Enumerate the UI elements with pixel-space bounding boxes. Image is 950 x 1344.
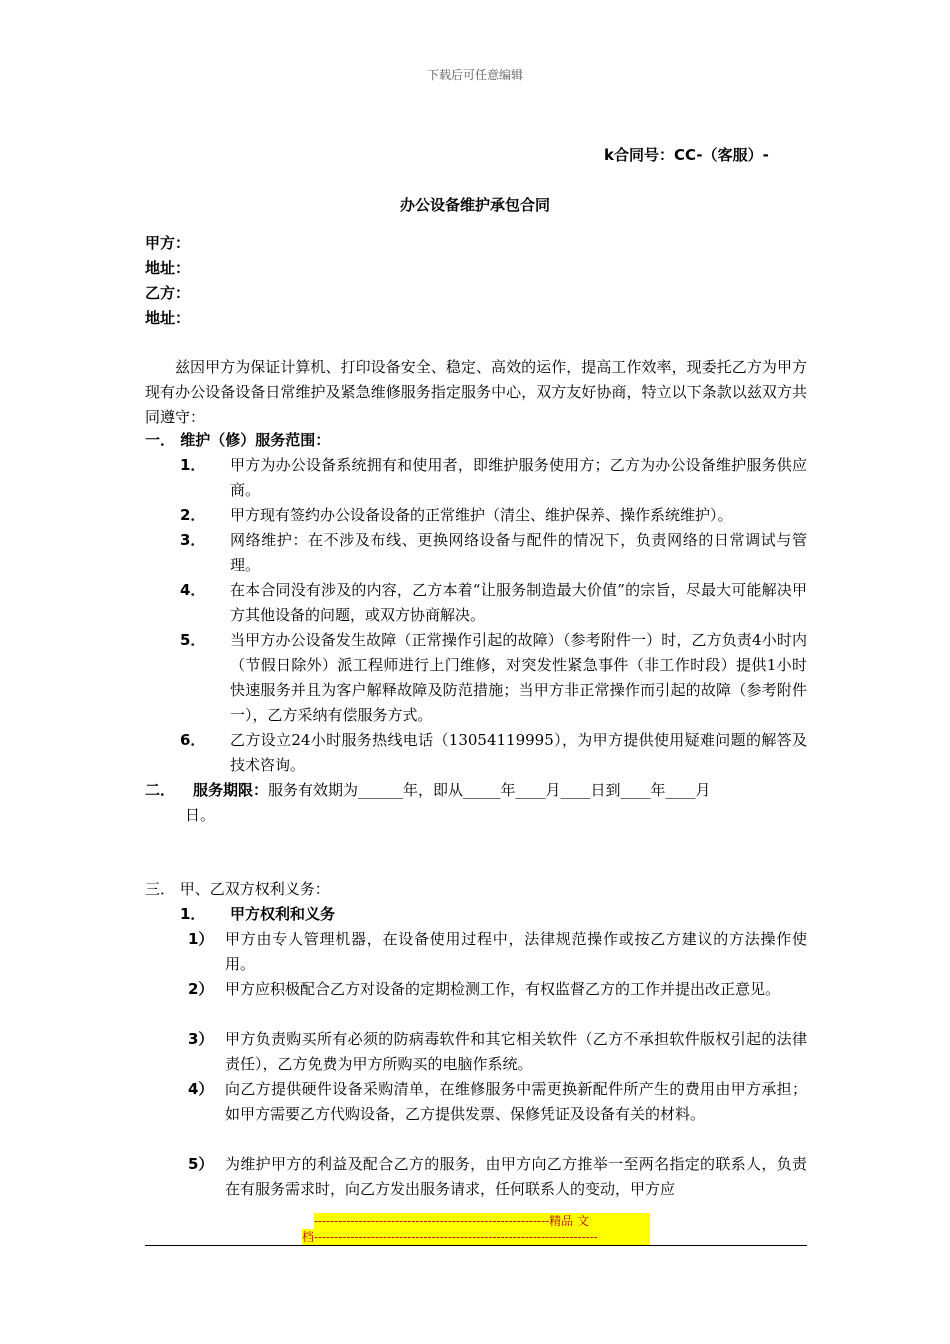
contract-title: 办公设备维护承包合同 [399, 196, 550, 214]
party-a-label: 甲方： [145, 234, 191, 252]
footer-watermark [302, 1213, 650, 1245]
list-item-number: 5） [188, 1155, 214, 1173]
footer-divider [145, 1245, 807, 1246]
list-item-number: 3） [188, 1030, 214, 1048]
list-item: 向乙方提供硬件设备采购清单，在维修服务中需更换新配件所产生的费用由甲方承担；如甲方需要乙方代购设备，乙方提供发票、保修凭证及设备有关的材料。 [225, 1080, 807, 1123]
list-item-number: 2． [180, 506, 206, 524]
party-b-label: 乙方： [145, 284, 191, 302]
section-1-heading: 一． 维护（修）服务范围： [145, 431, 331, 449]
list-item: 网络维护：在不涉及布线、更换网络设备与配件的情况下，负责网络的日常调试与管理。 [230, 531, 807, 574]
list-item: 当甲方办公设备发生故障（正常操作引起的故障）（参考附件一）时，乙方负责4小时内（节假日除外）派工程师进行上门维修，对突发性紧急事件（非工作时段）提供1小时快速服务并且为客户解释故障及防范措施；当甲方非正常操作而引起的故障（参考附件一），乙方采纳有偿服务方式。 [230, 631, 807, 724]
list-item-number: 1） [188, 930, 214, 948]
contract-number: k合同号：CC-（客服）- [604, 146, 769, 164]
header-note: 下载后可任意编辑 [426, 68, 523, 82]
list-item: 在本合同没有涉及的内容，乙方本着“让服务制造最大价值”的宗旨，尽最大可能解决甲方其他设备的问题，或双方协商解决。 [230, 581, 807, 624]
service-term-line-end: 日。 [185, 806, 216, 824]
list-item: 甲方由专人管理机器，在设备使用过程中，法律规范操作或按乙方建议的方法操作使用。 [225, 930, 807, 973]
list-item-number: 2） [188, 980, 214, 998]
section-2-number: 二． [145, 781, 176, 799]
subsection-number: 1． [180, 905, 206, 923]
list-item-number: 3． [180, 531, 206, 549]
section-2-label: 服务期限： [193, 781, 269, 799]
list-item: 为维护甲方的利益及配合乙方的服务，由甲方向乙方推举一至两名指定的联系人，负责在有服务需求时，向乙方发出服务请求，任何联系人的变动，甲方应 [225, 1155, 807, 1198]
list-item-number: 5． [180, 631, 206, 649]
party-b-address-label: 地址： [145, 309, 191, 327]
footer-line-2: 档---------------------------------------------------------------------- [302, 1229, 650, 1245]
party-a-address-label: 地址： [145, 259, 191, 277]
section-3-heading: 三． 甲、乙双方权利义务： [145, 880, 330, 898]
footer-line-1: ----------------------------------------------------------精品 文 [314, 1213, 650, 1229]
intro-paragraph: 兹因甲方为保证计算机、打印设备安全、稳定、高效的运作，提高工作效率，现委托乙方为甲方现有办公设备设备日常维护及紧急维修服务指定服务中心，双方友好协商，特立以下条款以兹双方共同遵守： [145, 358, 807, 426]
list-item: 甲方现有签约办公设备设备的正常维护（清尘、维护保养、操作系统维护）。 [230, 506, 733, 524]
list-item-number: 4． [180, 581, 206, 599]
list-item: 乙方设立24小时服务热线电话（13054119995），为甲方提供使用疑难问题的解答及技术咨询。 [230, 731, 807, 774]
section-2-term [145, 778, 807, 803]
list-item-number: 1． [180, 456, 206, 474]
list-item: 甲方为办公设备系统拥有和使用者，即维护服务使用方；乙方为办公设备维护服务供应商。 [230, 456, 807, 499]
service-term-line: 服务有效期为______年，即从_____年____月____日到____年____月 [268, 781, 711, 799]
list-item: 甲方负责购买所有必须的防病毒软件和其它相关软件（乙方不承担软件版权引起的法律责任），乙方免费为甲方所购买的电脑作系统。 [225, 1030, 807, 1073]
list-item-number: 6． [180, 731, 206, 749]
list-item: 甲方应积极配合乙方对设备的定期检测工作，有权监督乙方的工作并提出改正意见。 [225, 980, 781, 998]
subsection-title: 甲方权利和义务 [230, 905, 336, 923]
list-item-number: 4） [188, 1080, 214, 1098]
